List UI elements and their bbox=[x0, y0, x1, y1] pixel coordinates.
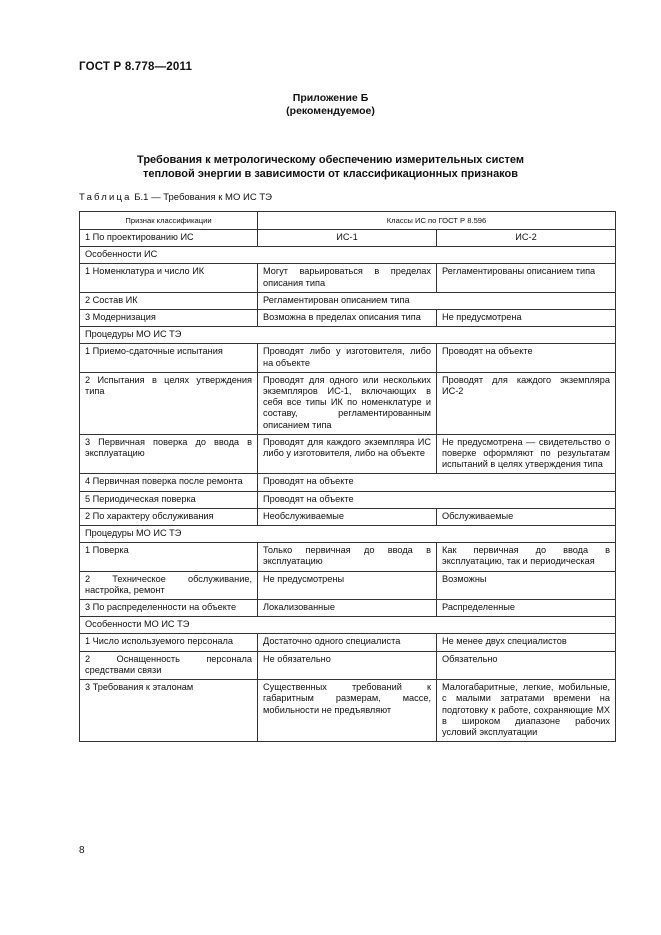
table-row bbox=[80, 634, 616, 651]
row-feature: 1 Приемо-сдаточные испытания bbox=[80, 344, 258, 372]
row-class-merged: Регламентирован описанием типа bbox=[258, 292, 616, 309]
row-class-2: Не предусмотрена bbox=[437, 310, 616, 327]
table-row bbox=[80, 680, 616, 742]
section-heading: Процедуры МО ИС ТЭ bbox=[80, 526, 616, 543]
row-feature: 2 Оснащенность персонала средствами связи bbox=[80, 651, 258, 679]
row-class-2: Возможны bbox=[437, 571, 616, 599]
table-row bbox=[80, 264, 616, 292]
row-feature: 2 Испытания в целях утверждения типа bbox=[80, 372, 258, 434]
table-row bbox=[80, 474, 616, 491]
row-class-1: Достаточно одного специалиста bbox=[258, 634, 437, 651]
row-class-1: Необслуживаемые bbox=[258, 508, 437, 525]
section-heading: Особенности ИС bbox=[80, 247, 616, 264]
row-class-2: Обязательно bbox=[437, 651, 616, 679]
row-feature: 2 Состав ИК bbox=[80, 292, 258, 309]
section-heading: Особенности МО ИС ТЭ bbox=[80, 617, 616, 634]
row-class-2: Регламентированы описанием типа bbox=[437, 264, 616, 292]
table-row bbox=[80, 543, 616, 571]
row-feature: 5 Периодическая поверка bbox=[80, 491, 258, 508]
requirements-table bbox=[79, 211, 616, 742]
table-row bbox=[80, 491, 616, 508]
row-class-2: Как первичная до ввода в эксплуатацию, так и периодическая bbox=[437, 543, 616, 571]
standard-code: ГОСТ Р 8.778—2011 bbox=[79, 61, 193, 73]
row-class-1: Проводят либо у изготовителя, либо на объекте bbox=[258, 344, 437, 372]
table-section-row bbox=[80, 327, 616, 344]
row-class-1: Могут варьироваться в пределах описания типа bbox=[258, 264, 437, 292]
row-feature: 3 По распределенности на объекте bbox=[80, 600, 258, 617]
row-class-1: Существенных требований к габаритным размерам, массе, мобильности не предъявляют bbox=[258, 680, 437, 742]
row-class-2: Распределенные bbox=[437, 600, 616, 617]
row-class-2: Не предусмотрена — свидетельство о поверке оформляют по результатам испытаний в целях утверждения типа bbox=[437, 434, 616, 474]
row-feature: 3 Требования к эталонам bbox=[80, 680, 258, 742]
table-row bbox=[80, 600, 616, 617]
appendix-title: Приложение Б bbox=[292, 92, 369, 104]
table-row bbox=[80, 344, 616, 372]
row-feature: 2 Техническое обслуживание, настройка, ремонт bbox=[80, 571, 258, 599]
row-class-1: ИС-1 bbox=[258, 230, 437, 247]
row-class-2: Проводят для каждого экземпляра ИС-2 bbox=[437, 372, 616, 434]
table-caption bbox=[79, 192, 272, 203]
table-row bbox=[80, 292, 616, 309]
row-feature: 1 По проектированию ИС bbox=[80, 230, 258, 247]
table-section-row bbox=[80, 526, 616, 543]
row-class-2: Проводят на объекте bbox=[437, 344, 616, 372]
table-row bbox=[80, 508, 616, 525]
row-class-1: Проводят для одного или нескольких экземпляров ИС-1, включающих в себя все типы ИК по номенклатуре и составу, регламентированным описанием типа bbox=[258, 372, 437, 434]
row-class-1: Возможна в пределах описания типа bbox=[258, 310, 437, 327]
row-feature: 2 По характеру обслуживания bbox=[80, 508, 258, 525]
table-row bbox=[80, 372, 616, 434]
table-caption-text: Б.1 — Требования к МО ИС ТЭ bbox=[131, 192, 272, 203]
row-feature: 4 Первичная поверка после ремонта bbox=[80, 474, 258, 491]
table-header-row bbox=[80, 212, 616, 230]
table-row bbox=[80, 571, 616, 599]
table-section-row bbox=[80, 247, 616, 264]
table-caption-prefix: Таблица bbox=[79, 192, 132, 203]
heading-line-2: тепловой энергии в зависимости от классификационных признаков bbox=[142, 168, 519, 180]
row-feature: 1 Поверка bbox=[80, 543, 258, 571]
row-feature: 1 Число используемого персонала bbox=[80, 634, 258, 651]
row-feature: 1 Номенклатура и число ИК bbox=[80, 264, 258, 292]
row-class-1: Локализованные bbox=[258, 600, 437, 617]
table-row bbox=[80, 230, 616, 247]
header-classes: Классы ИС по ГОСТ Р 8.596 bbox=[258, 212, 616, 230]
row-class-2: ИС-2 bbox=[437, 230, 616, 247]
row-class-1: Не предусмотрены bbox=[258, 571, 437, 599]
table-row bbox=[80, 651, 616, 679]
page-number: 8 bbox=[79, 845, 85, 856]
row-class-2: Обслуживаемые bbox=[437, 508, 616, 525]
section-heading: Процедуры МО ИС ТЭ bbox=[80, 327, 616, 344]
table-section-row bbox=[80, 617, 616, 634]
row-feature: 3 Модернизация bbox=[80, 310, 258, 327]
heading-line-1: Требования к метрологическому обеспечению измерительных систем bbox=[137, 154, 524, 166]
table-row bbox=[80, 434, 616, 474]
row-class-merged: Проводят на объекте bbox=[258, 491, 616, 508]
row-class-1: Не обязательно bbox=[258, 651, 437, 679]
table-row bbox=[80, 310, 616, 327]
header-feature: Признак классификации bbox=[80, 212, 258, 230]
row-class-1: Проводят для каждого экземпляра ИС либо у изготовителя, либо на объекте bbox=[258, 434, 437, 474]
row-feature: 3 Первичная поверка до ввода в эксплуатацию bbox=[80, 434, 258, 474]
row-class-1: Только первичная до ввода в эксплуатацию bbox=[258, 543, 437, 571]
appendix-subtitle: (рекомендуемое) bbox=[286, 105, 375, 117]
row-class-2: Не менее двух специалистов bbox=[437, 634, 616, 651]
row-class-merged: Проводят на объекте bbox=[258, 474, 616, 491]
row-class-2: Малогабаритные, легкие, мобильные, с малыми затратами времени на подготовку к работе, сохраняющие МХ в широком диапазоне рабочих условий эксплуатации bbox=[437, 680, 616, 742]
